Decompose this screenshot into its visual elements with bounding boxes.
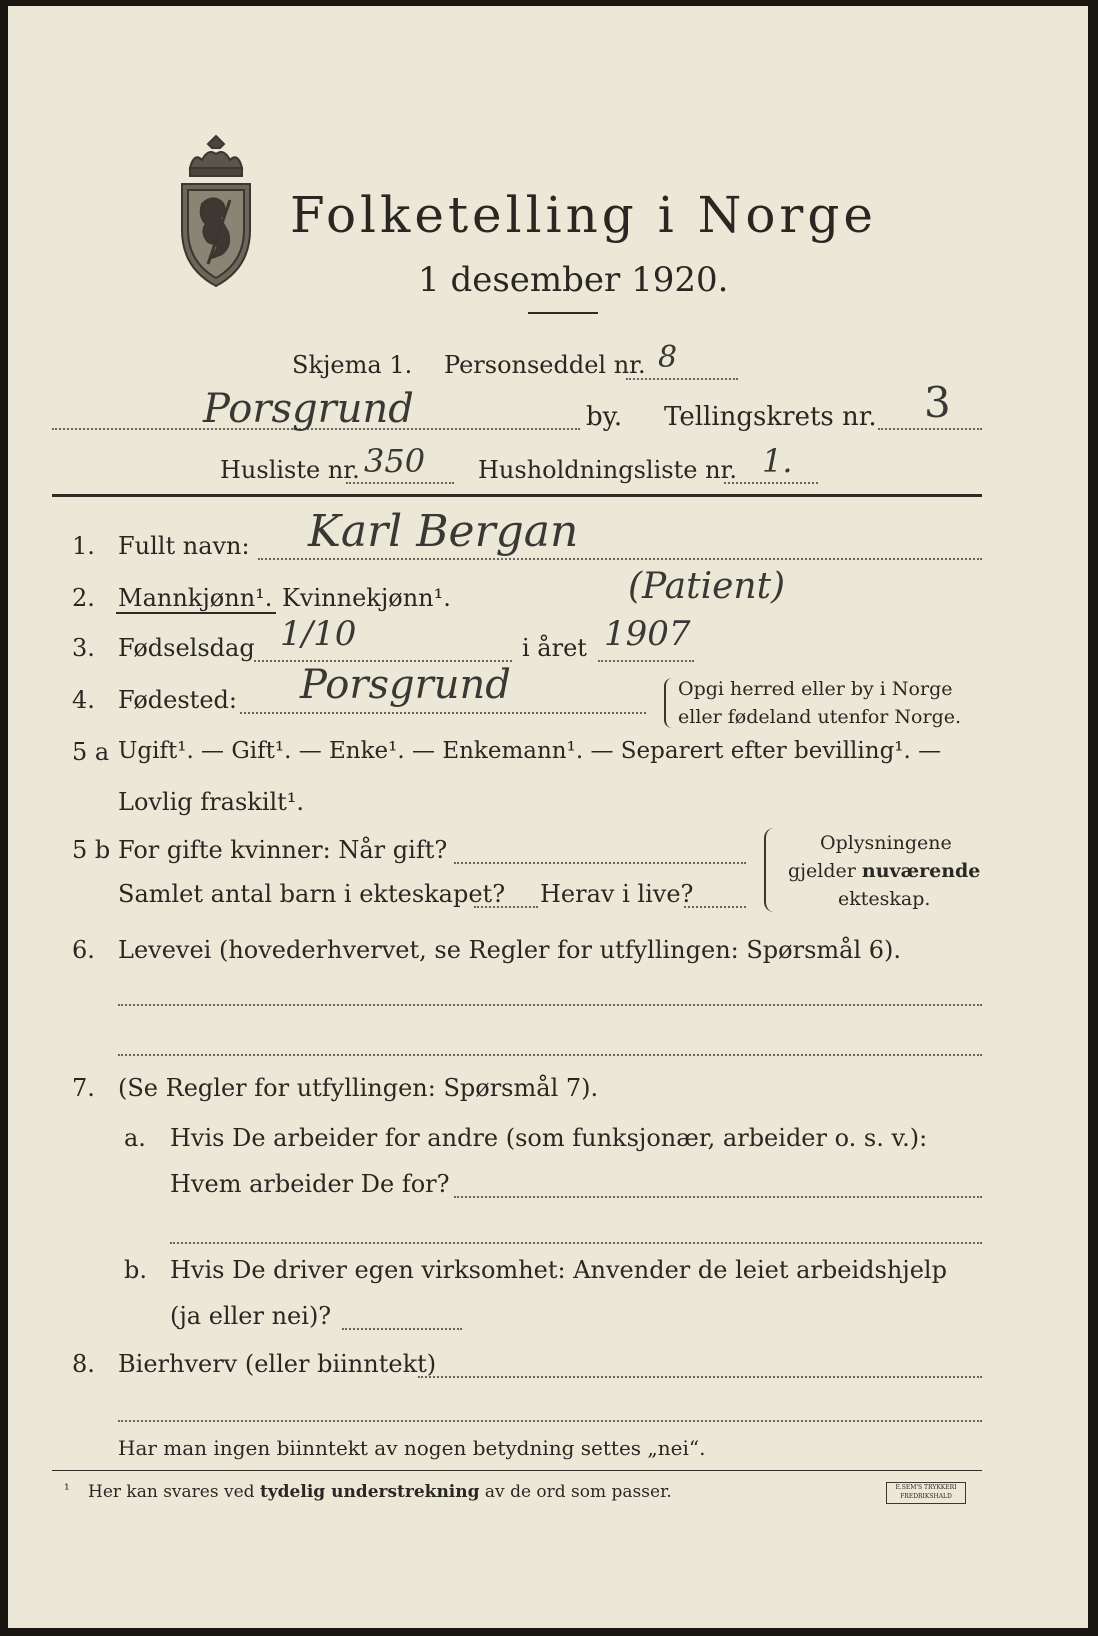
q5b-number: 5 b (72, 836, 111, 864)
header-rule (52, 494, 982, 497)
q7-number: 7. (72, 1074, 95, 1102)
place-value: Porsgrund (203, 386, 414, 432)
q4-label: Fødested: (118, 686, 237, 714)
q5b-married-label: For gifte kvinner: Når gift? (118, 836, 448, 864)
q1-label: Fullt navn: (118, 532, 250, 560)
tellingskrets-value: 3 (924, 378, 951, 427)
q6-label: Levevei (hovederhvervet, se Regler for utfyllingen: Spørsmål 6). (118, 936, 902, 964)
q2-female: Kvinnekjønn¹. (282, 584, 451, 612)
q5b-children-label: Samlet antal barn i ekteskapet? (118, 880, 506, 908)
q4-line (240, 712, 646, 714)
q8-line2 (118, 1420, 982, 1422)
tellingskrets-label: Tellingskrets nr. (664, 402, 877, 432)
q4-note-line2: eller fødeland utenfor Norge. (678, 706, 962, 728)
skjema-label: Skjema 1. (292, 351, 413, 379)
q2-male: Mannkjønn¹. (118, 584, 273, 612)
q4-number: 4. (72, 686, 95, 714)
q8-label: Bierhverv (eller biinntekt) (118, 1350, 437, 1378)
q7a-answer-line2 (170, 1242, 982, 1244)
footnote-rule (52, 1470, 982, 1471)
q5b-alive-label: Herav i live? (540, 880, 694, 908)
q3-number: 3. (72, 634, 95, 662)
q7-label: (Se Regler for utfyllingen: Spørsmål 7). (118, 1074, 599, 1102)
by-label: by. (586, 402, 623, 432)
census-date: 1 desember 1920. (418, 260, 729, 300)
printer-mark (886, 1482, 966, 1504)
q7a-line2: Hvem arbeider De for? (170, 1170, 450, 1198)
footnote-text-bold: tydelig understrekning (259, 1482, 480, 1502)
husholdning-value: 1. (762, 442, 793, 480)
q7a-line1: Hvis De arbeider for andre (som funksjonær, arbeider o. s. v.): (170, 1124, 928, 1152)
q4-value: Porsgrund (300, 662, 511, 708)
q5b-note-line2 (788, 860, 980, 882)
personseddel-label: Personseddel nr. (444, 351, 646, 379)
q2-note: (Patient) (628, 566, 786, 607)
husholdning-line (724, 482, 818, 484)
q5b-note-current: nuværende (861, 860, 981, 882)
q5a-options: Ugift¹. — Gift¹. — Enke¹. — Enkemann¹. — Separert efter bevilling¹. — (118, 738, 942, 764)
q3-year-line (598, 660, 694, 662)
title-divider (528, 312, 598, 314)
footnote-marker: ¹ (64, 1482, 70, 1498)
q8-number: 8. (72, 1350, 95, 1378)
form-title: Folketelling i Norge (290, 186, 877, 244)
q3-day-value: 1/10 (280, 614, 357, 654)
q3-year-value: 1907 (604, 614, 691, 654)
q6-line2 (118, 1054, 982, 1056)
q1-value: Karl Bergan (308, 506, 579, 557)
q5b-alive-line (684, 906, 746, 908)
personseddel-line (626, 378, 738, 380)
q2-male-underline (116, 612, 276, 614)
husliste-label: Husliste nr. (220, 456, 360, 484)
q7b-letter: b. (124, 1256, 147, 1284)
printer-line1: E.SEM'S TRYKKERI (895, 1484, 957, 1491)
q7a-letter: a. (124, 1124, 146, 1152)
q1-line (258, 558, 982, 560)
q3-label: Fødselsdag (118, 634, 255, 662)
q5a-options-line2: Lovlig fraskilt¹. (118, 788, 305, 816)
q5b-note-line1: Oplysningene (820, 832, 952, 854)
q6-line1 (118, 1004, 982, 1006)
q8-line1 (418, 1376, 982, 1378)
husliste-value: 350 (364, 442, 426, 480)
printer-line2: FREDRIKSHALD (900, 1493, 952, 1500)
footnote-text-pre: Her kan svares ved (88, 1482, 260, 1502)
footnote-text (88, 1482, 672, 1502)
q5b-children-line (474, 906, 538, 908)
q8-note: Har man ingen biinntekt av nogen betydning settes „nei“. (118, 1436, 706, 1460)
tellingskrets-line (878, 428, 982, 430)
footnote-text-post: av de ord som passer. (479, 1482, 672, 1502)
q5b-note-brace (764, 828, 774, 912)
q5a-number: 5 a (72, 738, 110, 766)
q4-note-line1: Opgi herred eller by i Norge (678, 678, 953, 700)
coat-of-arms-icon (168, 134, 264, 290)
q6-number: 6. (72, 936, 95, 964)
q7a-answer-line1 (454, 1196, 982, 1198)
q7b-line2: (ja eller nei)? (170, 1302, 332, 1330)
q5b-married-line (454, 862, 746, 864)
personseddel-value: 8 (658, 340, 678, 375)
q4-note-brace (664, 678, 672, 728)
q7b-line1: Hvis De driver egen virksomhet: Anvender de leiet arbeidshjelp (170, 1256, 947, 1284)
q3-year-label: i året (522, 634, 587, 662)
q7b-answer-line (342, 1328, 462, 1330)
q1-number: 1. (72, 532, 95, 560)
census-form (8, 6, 1088, 1628)
husliste-line (346, 482, 454, 484)
q2-number: 2. (72, 584, 95, 612)
q5b-note-gjelder: gjelder (788, 860, 862, 882)
q5b-note-line3: ekteskap. (838, 888, 931, 910)
husholdning-label: Husholdningsliste nr. (478, 456, 737, 484)
